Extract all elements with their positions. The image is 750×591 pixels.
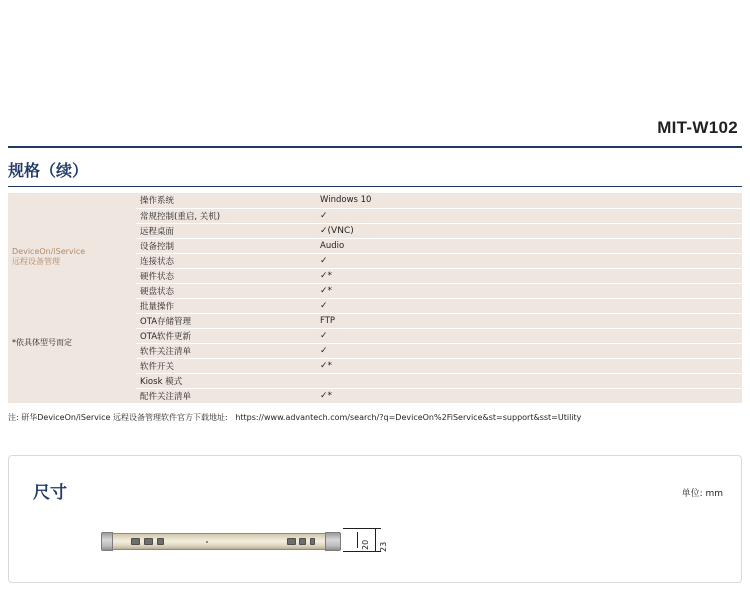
section-divider: [8, 186, 742, 187]
spec-label: Kiosk 模式: [136, 373, 316, 388]
header-divider: [8, 146, 742, 148]
spec-value: ✓(VNC): [316, 223, 742, 238]
category-footnote: *依具体型号而定: [12, 338, 72, 348]
spec-value: [316, 373, 742, 388]
spec-label: 远程桌面: [136, 223, 316, 238]
spec-label: 设备控制: [136, 238, 316, 253]
spec-label: 硬件状态: [136, 268, 316, 283]
spec-value: Audio: [316, 238, 742, 253]
table-body: [8, 193, 742, 403]
port-icon: [287, 538, 296, 545]
table-row: [8, 193, 742, 208]
port-icon: [144, 538, 153, 545]
dimensions-unit-label: 单位: mm: [681, 489, 723, 499]
dimension-arrow-line-23: [375, 528, 376, 552]
spec-label: 批量操作: [136, 298, 316, 313]
category-label-line2: 远程设备管理: [12, 257, 60, 267]
spec-value: ✓: [316, 253, 742, 268]
spec-label: OTA软件更新: [136, 328, 316, 343]
spec-category-cell: [8, 193, 136, 403]
port-icon: [157, 538, 164, 545]
spec-label: 配件关注清单: [136, 388, 316, 403]
spec-label: 软件关注清单: [136, 343, 316, 358]
category-label-line1: DeviceOn/iService: [12, 246, 86, 256]
section-heading: 规格（续）: [8, 161, 89, 180]
page-title: MIT-W102: [657, 118, 738, 137]
spec-label: 软件开关: [136, 358, 316, 373]
device-side-view-drawing: [101, 532, 341, 552]
spec-value: FTP: [316, 313, 742, 328]
spec-value: ✓: [316, 208, 742, 223]
spec-value: Windows 10: [316, 193, 742, 208]
spec-value: ✓: [316, 328, 742, 343]
port-icon: [310, 538, 315, 545]
device-left-bracket: [101, 532, 113, 551]
spec-label: 连接状态: [136, 253, 316, 268]
specifications-table: [8, 193, 742, 404]
dimension-label-23: 23: [379, 541, 388, 552]
spec-value: ✓*: [316, 283, 742, 298]
spec-value: ✓: [316, 298, 742, 313]
spec-label: 常规控制(重启, 关机): [136, 208, 316, 223]
spec-value: ✓: [316, 343, 742, 358]
screw-dot-icon: [206, 541, 208, 543]
device-right-bracket: [325, 532, 341, 551]
spec-value: ✓*: [316, 388, 742, 403]
spec-label: 硬盘状态: [136, 283, 316, 298]
table-footnote: [8, 412, 581, 423]
footnote-text: 注: 研华DeviceOn/iService 远程设备管理软件官方下载地址:: [8, 413, 228, 422]
dimension-arrow-line-20: [357, 532, 358, 548]
spec-label: OTA存储管理: [136, 313, 316, 328]
port-icon: [131, 538, 140, 545]
dimension-label-20: 20: [361, 539, 370, 550]
dimensions-panel: [8, 455, 742, 583]
spec-label: 操作系统: [136, 193, 316, 208]
port-icon: [299, 538, 306, 545]
footnote-link[interactable]: https://www.advantech.com/search/?q=DeviceOn%2FiService&st=support&sst=Utility: [235, 413, 582, 422]
spec-value: ✓*: [316, 358, 742, 373]
dimensions-heading: 尺寸: [33, 483, 67, 503]
spec-value: ✓*: [316, 268, 742, 283]
